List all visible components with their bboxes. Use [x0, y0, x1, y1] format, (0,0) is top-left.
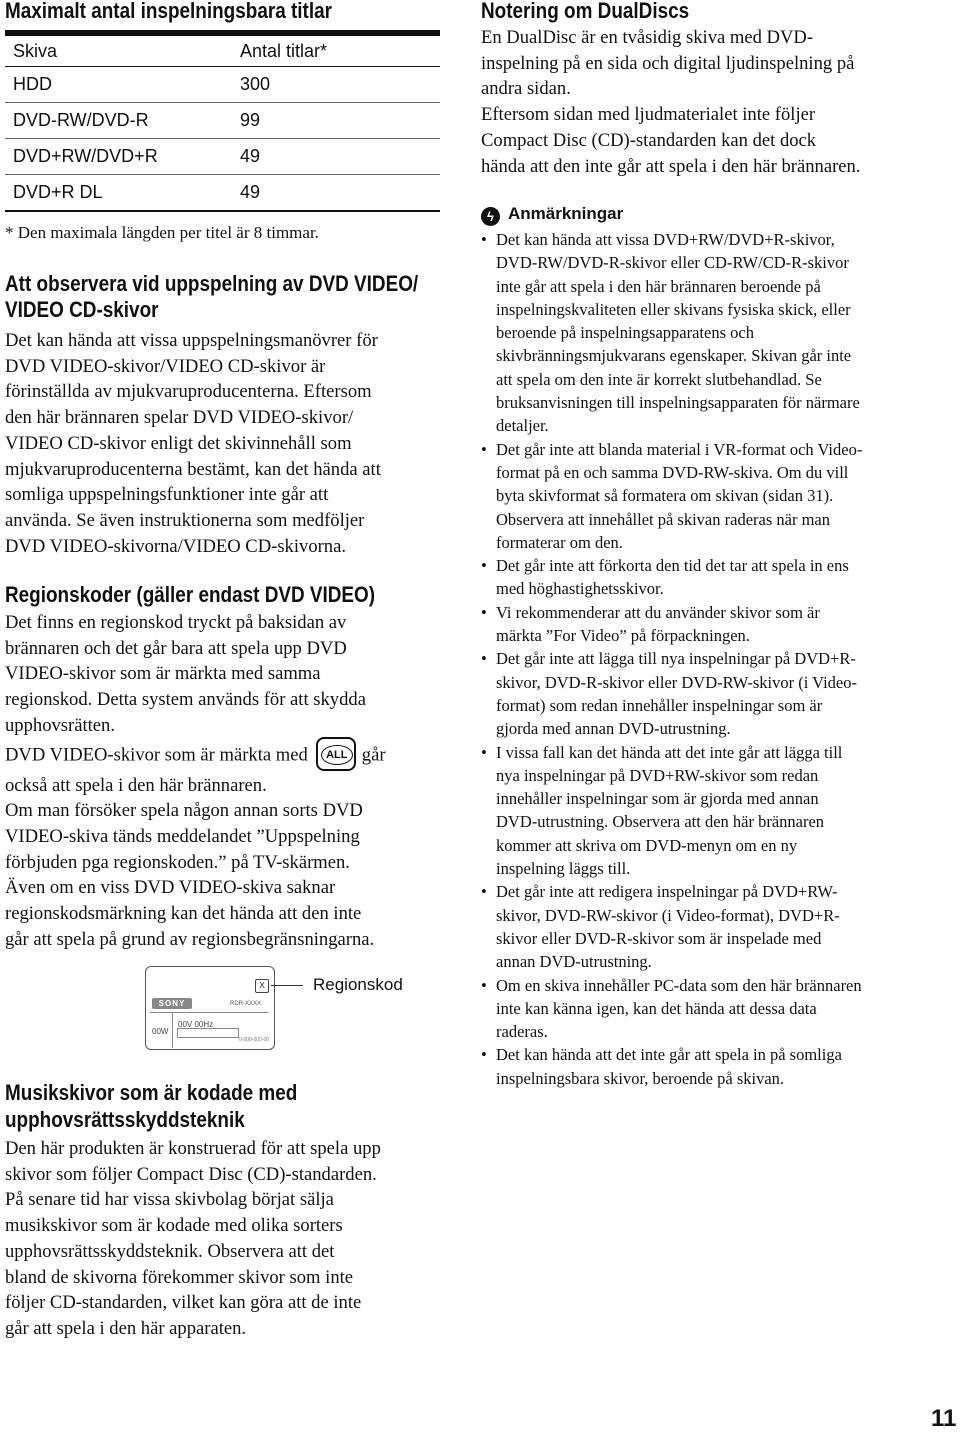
- text-line: gjorda med annan DVD-utrustning.: [496, 719, 731, 739]
- region-all-logo-icon: [316, 737, 356, 771]
- text-line: Observera att innehållet på skivan raderas när man: [496, 509, 830, 529]
- text-line: VIDEO-skiva tänds meddelandet ”Uppspelning: [5, 825, 360, 847]
- text-line: inspelning läggs till.: [496, 859, 631, 879]
- text-line: använda. Se även instruktionerna som medföljer: [5, 509, 365, 531]
- text-line: Det går inte att blanda material i VR-format och Video-: [496, 439, 863, 459]
- text-line: somliga uppspelningsfunktioner inte går att: [5, 484, 329, 506]
- label-hz-text: 00V 00Hz: [178, 1020, 214, 1029]
- text-line: hända att den inte går att spela i den här brännaren.: [481, 155, 861, 177]
- list-item: [481, 228, 921, 438]
- notes-heading: [481, 204, 623, 226]
- text-line: VIDEO-skivor som är märkta med samma: [5, 663, 321, 685]
- text-line: Det kan hända att det inte går att spela in på somliga: [496, 1045, 842, 1065]
- label-box: [177, 1028, 239, 1038]
- text-line: Det går inte att redigera inspelningar på DVD+RW-: [496, 882, 838, 902]
- text-line: På senare tid har vissa skivbolag börjat sälja: [5, 1189, 334, 1211]
- music-heading-line: Musikskivor som är kodade med: [5, 1080, 298, 1105]
- observe-heading-line: VIDEO CD-skivor: [5, 297, 159, 322]
- text-line: beroende på inspelningsapparatens och: [496, 323, 754, 343]
- table-header-row: [5, 33, 440, 67]
- list-item: [481, 974, 921, 1044]
- title-capacity-table: [5, 30, 440, 212]
- observe-heading-line: Att observera vid uppspelning av DVD VIDEO/: [5, 271, 419, 296]
- text-line: skivor, DVD-RW-skivor (i Video-format), DVD+R-: [496, 905, 840, 925]
- table-cell-titles: 49: [240, 139, 440, 175]
- label-divider: [172, 1012, 173, 1048]
- label-divider: [150, 1012, 268, 1013]
- table-cell-titles: 300: [240, 67, 440, 103]
- table-header-titles: Antal titlar*: [240, 33, 440, 67]
- text-line: skivbränningsmjukvarans egenskaper. Skivan går inte: [496, 346, 852, 366]
- list-item: [481, 647, 921, 740]
- text-line: brännaren och det går bara att spela upp DVD: [5, 637, 347, 659]
- note-icon: ϟ: [481, 207, 500, 226]
- text-line: Om en skiva innehåller PC-data som den här brännaren: [496, 975, 862, 995]
- text-line: andra sidan.: [481, 78, 571, 100]
- text-line: Om man försöker spela någon annan sorts DVD: [5, 800, 363, 822]
- text-line: Det går inte att förkorta den tid det tar att spela in ens: [496, 556, 849, 576]
- music-heading-line: upphovsrättsskyddsteknik: [5, 1107, 245, 1132]
- text-line: upphovsrättsskyddsteknik. Observera att det: [5, 1240, 335, 1262]
- text-line: annan DVD-utrustning.: [496, 952, 652, 972]
- table-cell-titles: 49: [240, 175, 440, 212]
- text-line: bland de skivorna förekommer skivor som inte: [5, 1266, 354, 1288]
- text-line: med höghastighetsskivor.: [496, 579, 664, 599]
- text-line: märkta ”For Video” på förpackningen.: [496, 626, 750, 646]
- list-item: [481, 438, 921, 554]
- music-heading: [5, 1079, 297, 1133]
- text-line: DVD-utrustning. Observera att den här brännaren: [496, 812, 825, 832]
- text-line: DVD VIDEO-skivor som är märkta med: [5, 743, 308, 765]
- text-line: En DualDisc är en tvåsidig skiva med DVD-: [481, 27, 814, 48]
- text-line: Det finns en regionskod tryckt på baksidan av: [5, 612, 347, 633]
- text-line: DVD-RW/DVD-R-skivor eller CD-RW/CD-R-skivor: [496, 253, 849, 273]
- text-line: bruksanvisningen till inspelningsapparaten för närmare: [496, 393, 860, 413]
- label-code-text: 0-000-000-00: [239, 1037, 270, 1043]
- text-line: format på en och samma DVD-RW-skiva. Om du vill: [496, 462, 849, 482]
- table-header-disc: Skiva: [5, 33, 240, 67]
- text-line: kommer att skriva om DVD-menyn om en ny: [496, 835, 798, 855]
- text-line: VIDEO CD-skivor enligt det skivinnehåll som: [5, 432, 352, 454]
- text-line: Eftersom sidan med ljudmaterialet inte följer: [481, 104, 816, 126]
- callout-line: [271, 985, 303, 986]
- text-line: följer CD-standarden, vilket kan göra att de inte: [5, 1292, 362, 1314]
- table-row: [5, 175, 440, 212]
- notes-heading-text: Anmärkningar: [508, 204, 624, 223]
- table-cell-disc: HDD: [5, 67, 240, 103]
- list-item: [481, 880, 921, 973]
- label-model-text: RDR-XXXX: [230, 1001, 262, 1007]
- text-line: Compact Disc (CD)-standarden kan det dock: [481, 129, 817, 151]
- table-cell-disc: DVD+R DL: [5, 175, 240, 212]
- table-cell-disc: DVD+RW/DVD+R: [5, 139, 240, 175]
- sony-logo: SONY: [152, 998, 192, 1009]
- table-row: [5, 139, 440, 175]
- text-line: Även om en viss DVD VIDEO-skiva saknar: [5, 877, 336, 899]
- text-line: upphovsrätten.: [5, 714, 115, 736]
- text-line: formaterar om den.: [496, 532, 623, 552]
- observe-paragraph: [5, 328, 445, 559]
- text-line: regionskodsmärkning kan det hända att den inte: [5, 903, 362, 925]
- text-line: inspelning på en sida och digital ljudinspelning på: [481, 52, 855, 74]
- label-watt-text: 00W: [152, 1027, 169, 1036]
- notes-list: [481, 228, 921, 1090]
- region-heading: Regionskoder (gäller endast DVD VIDEO): [5, 582, 376, 607]
- text-line: förinställda av mjukvaruproducenterna. Eftersom: [5, 381, 372, 403]
- table-cell-disc: DVD-RW/DVD-R: [5, 103, 240, 139]
- text-line: går att spela i den här apparaten.: [5, 1317, 247, 1339]
- text-line: byta skivformat så formatera om skivan (sidan 31).: [496, 486, 834, 506]
- text-line: den här brännaren spelar DVD VIDEO-skivor/: [5, 407, 354, 429]
- text-line: skivor, DVD-R-skivor eller DVD-RW-skivor (i Video-: [496, 672, 857, 692]
- text-line: mjukvaruproducenterna bestämt, kan det hända att: [5, 458, 381, 480]
- text-line: Den här produkten är konstruerad för att spela upp: [5, 1138, 381, 1159]
- text-line: går: [361, 743, 386, 765]
- region-all-logo-text: ALL: [321, 745, 353, 765]
- text-line: inspelningskvaliteten eller skivans fysiska skick, eller: [496, 299, 851, 319]
- text-line: skivor eller DVD-R-skivor som är inspelade med: [496, 928, 822, 948]
- text-line: att spela om den inte är korrekt slutbehandlad. Se: [496, 369, 822, 389]
- dualdisc-paragraph: [481, 25, 921, 179]
- text-line: Det går inte att lägga till nya inspelningar på DVD+R-: [496, 649, 856, 669]
- list-item: [481, 1043, 921, 1090]
- region-code-caption: Regionskod: [313, 975, 403, 994]
- text-line: förbjuden pga regionskoden.” på TV-skärmen.: [5, 851, 350, 873]
- page-number: 11: [931, 1405, 957, 1432]
- text-line: I vissa fall kan det hända att det inte går att lägga till: [496, 742, 843, 762]
- table-cell-titles: 99: [240, 103, 440, 139]
- text-line: raderas.: [496, 1022, 548, 1042]
- text-line: går att spela på grund av regionsbegränsningarna.: [5, 928, 375, 950]
- text-line: Det kan hända att vissa DVD+RW/DVD+R-skivor,: [496, 230, 835, 249]
- observe-heading: [5, 271, 418, 323]
- music-paragraph: [5, 1136, 445, 1342]
- text-line: musikskivor som är kodade med olika sorters: [5, 1215, 343, 1237]
- text-line: format) som redan innehåller inspelningar som är: [496, 695, 823, 715]
- text-line: Vi rekommenderar att du använder skivor som är: [496, 602, 820, 622]
- text-line: inte går att spela i den här brännaren beroende på: [496, 276, 821, 296]
- text-line: också att spela i den här brännaren.: [5, 774, 267, 796]
- table-row: [5, 103, 440, 139]
- rear-label-illustration: [145, 966, 275, 1050]
- list-item: [481, 601, 921, 648]
- region-code-mark: X: [255, 979, 269, 993]
- table-footnote: * Den maximala längden per titel är 8 timmar.: [5, 223, 319, 242]
- list-item: [481, 741, 921, 881]
- list-item: [481, 554, 921, 601]
- text-line: inspelningsbara skivor, beroende på skivan.: [496, 1068, 785, 1088]
- table-row: [5, 67, 440, 103]
- dualdisc-heading: Notering om DualDiscs: [481, 0, 690, 23]
- text-line: Det kan hända att vissa uppspelningsmanövrer för: [5, 330, 378, 351]
- text-line: regionskod. Detta system används för att skydda: [5, 689, 366, 711]
- text-line: skivor som följer Compact Disc (CD)-standarden.: [5, 1163, 377, 1185]
- text-line: inte kan känna igen, kan det hända att dessa data: [496, 998, 817, 1018]
- text-line: innehåller inspelningar som är gjorda med annan: [496, 789, 819, 809]
- text-line: nya inspelningar på DVD+RW-skivor som redan: [496, 765, 819, 785]
- region-paragraph: [5, 610, 445, 952]
- text-line: DVD VIDEO-skivor/VIDEO CD-skivor är: [5, 355, 326, 377]
- text-line: detaljer.: [496, 416, 549, 436]
- text-line: DVD VIDEO-skivorna/VIDEO CD-skivorna.: [5, 535, 347, 557]
- table-title: Maximalt antal inspelningsbara titlar: [5, 0, 332, 23]
